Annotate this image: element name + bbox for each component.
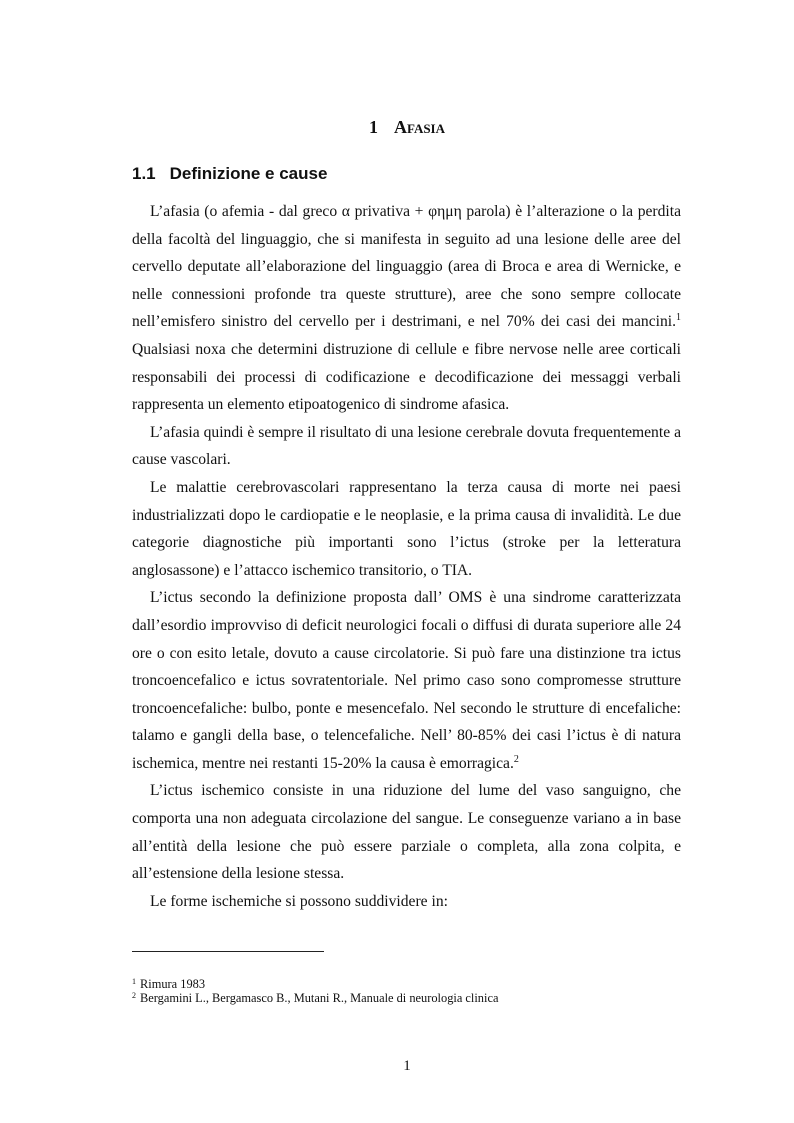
paragraph-5: L’ictus ischemico consiste in una riduzione del lume del vaso sanguigno, che comporta una non adeguata circolazione del sangue. Le conseguenze variano a in base all’entità della lesione che può essere parziale o completa, alla zona colpita, e all’estensione della lesione stessa. <box>132 782 681 883</box>
paragraph-1-text-b: Qualsiasi noxa che determini distruzione di cellule e fibre nervose nelle aree corticali responsabili dei processi di codificazione e decodificazione dei messaggi verbali rappresenta un elemento etipoatogenico di sindrome afasica. <box>132 340 681 414</box>
footnote-2-number: 2 <box>132 991 136 1000</box>
paragraph-6: Le forme ischemiche si possono suddividere in: <box>150 892 448 910</box>
footnote-1 <box>132 977 692 991</box>
footnote-1-text: Rimura 1983 <box>140 977 206 991</box>
section-title-text: Definizione e cause <box>169 164 328 183</box>
chapter-title-text: Afasia <box>393 117 446 137</box>
paragraph-4 <box>132 584 681 777</box>
paragraph-4-text: L’ictus secondo la definizione proposta dall’ OMS è una sindrome caratterizzata dall’esordio improvviso di deficit neurologici focali o diffusi di durata superiore alle 24 ore o con esito letale, dovuto a cause circolatorie. Si può fare una distinzione tra ictus troncoencefalico e ictus sovratentoriale. Nel primo caso sono compromesse strutture troncoencefaliche: bulbo, ponte e mesencefalo. Nel secondo le strutture di encefaliche: talamo e gangli della base, o telencefaliche. Nell’ 80-85% dei casi l’ictus è di natura ischemica, mentre nei restanti 15-20% la causa è emorragica. <box>132 589 681 772</box>
footnote-2-text: Bergamini L., Bergamasco B., Mutani R., Manuale di neurologia clinica <box>140 991 499 1005</box>
footnote-divider <box>132 951 324 952</box>
body-text <box>132 198 681 915</box>
paragraph-1-text-a: L’afasia (o afemia - dal greco α privativa + φημη parola) è l’alterazione o la perdita della facoltà del linguaggio, che si manifesta in seguito ad una lesione delle aree del cervello deputate all’elaborazione del linguaggio (area di Broca e area di Wernicke, e nelle connessioni profonde tra queste strutture), aree che sono sempre collocate nell’emisfero sinistro del cervello per i destrimani, e nel 70% dei casi dei mancini. <box>132 203 681 331</box>
paragraph-1 <box>132 198 681 419</box>
footnotes <box>132 977 692 1005</box>
chapter-number: 1 <box>368 117 378 137</box>
footnote-2 <box>132 991 692 1005</box>
footnote-1-number: 1 <box>132 977 136 986</box>
page-number: 1 <box>403 1058 411 1074</box>
section-number: 1.1 <box>132 164 156 183</box>
paragraph-3: Le malattie cerebrovascolari rappresentano la terza causa di morte nei paesi industrializzati dopo le cardiopatie e le neoplasie, e la prima causa di invalidità. Le due categorie diagnostiche più importanti sono l’ictus (stroke per la letteratura anglosassone) e l’attacco ischemico transitorio, o TIA. <box>132 478 681 579</box>
footnote-ref-1: 1 <box>676 312 681 324</box>
section-title <box>132 163 327 185</box>
paragraph-2: L’afasia quindi è sempre il risultato di una lesione cerebrale dovuta frequentemente a cause vascolari. <box>132 423 681 469</box>
chapter-title <box>0 116 794 138</box>
footnote-ref-2: 2 <box>513 753 519 765</box>
